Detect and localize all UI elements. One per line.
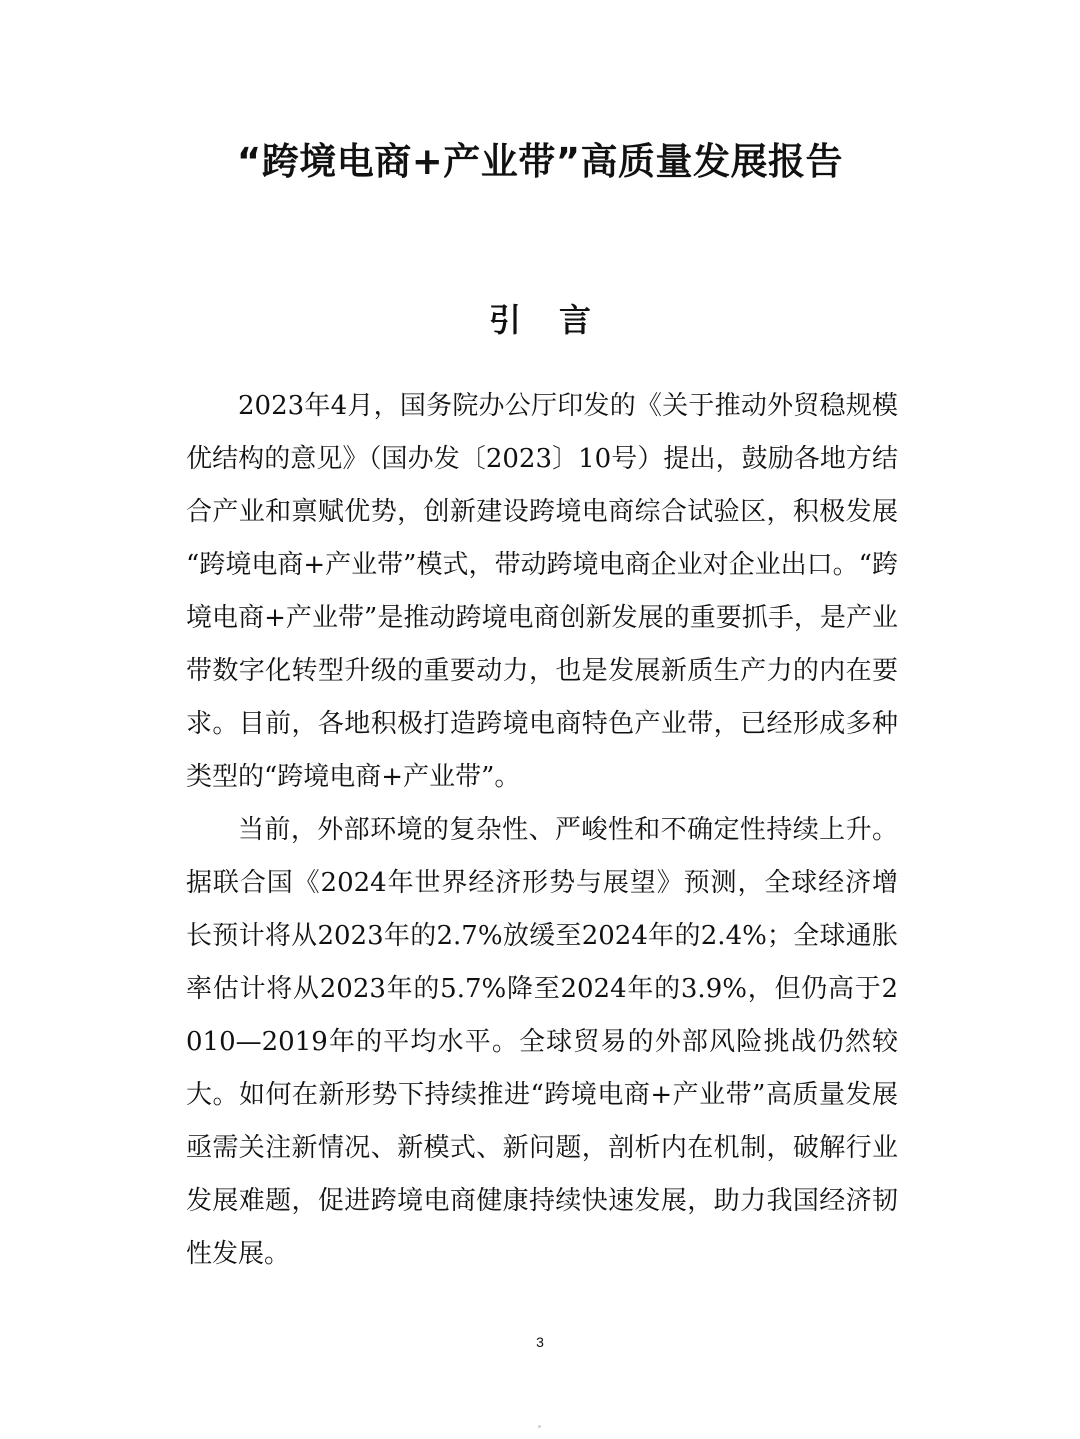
- paragraph-2: 当前，外部环境的复杂性、严峻性和不确定性持续上升。据联合国《2024年世界经济形势与展望》预测，全球经济增长预计将从2023年的2.7%放缓至2024年的2.4%；全球通胀率估计将从2023年的5.7%降至2024年的3.9%，但仍高于2010—2019年的平均水平。全球贸易的外部风险挑战仍然较大。如何在新形势下持续推进“跨境电商+产业带”高质量发展亟需关注新情况、新模式、新问题，剖析内在机制，破解行业发展难题，促进跨境电商健康持续快速发展，助力我国经济韧性发展。: [186, 815, 898, 1269]
- page-number: 3: [536, 1334, 544, 1350]
- scan-dot-mark: [538, 1425, 541, 1428]
- body-text: [186, 380, 898, 1281]
- paragraph-1: 2023年4月，国务院办公厅印发的《关于推动外贸稳规模优结构的意见》（国办发〔2023〕10号）提出，鼓励各地方结合产业和禀赋优势，创新建设跨境电商综合试验区，积极发展“跨境电商+产业带”模式，带动跨境电商企业对企业出口。“跨境电商+产业带”是推动跨境电商创新发展的重要抓手，是产业带数字化转型升级的重要动力，也是发展新质生产力的内在要求。目前，各地积极打造跨境电商特色产业带，已经形成多种类型的“跨境电商+产业带”。: [186, 391, 898, 792]
- document-title: “跨境电商+产业带”高质量发展报告: [236, 140, 844, 183]
- section-heading-introduction: 引言: [488, 301, 629, 339]
